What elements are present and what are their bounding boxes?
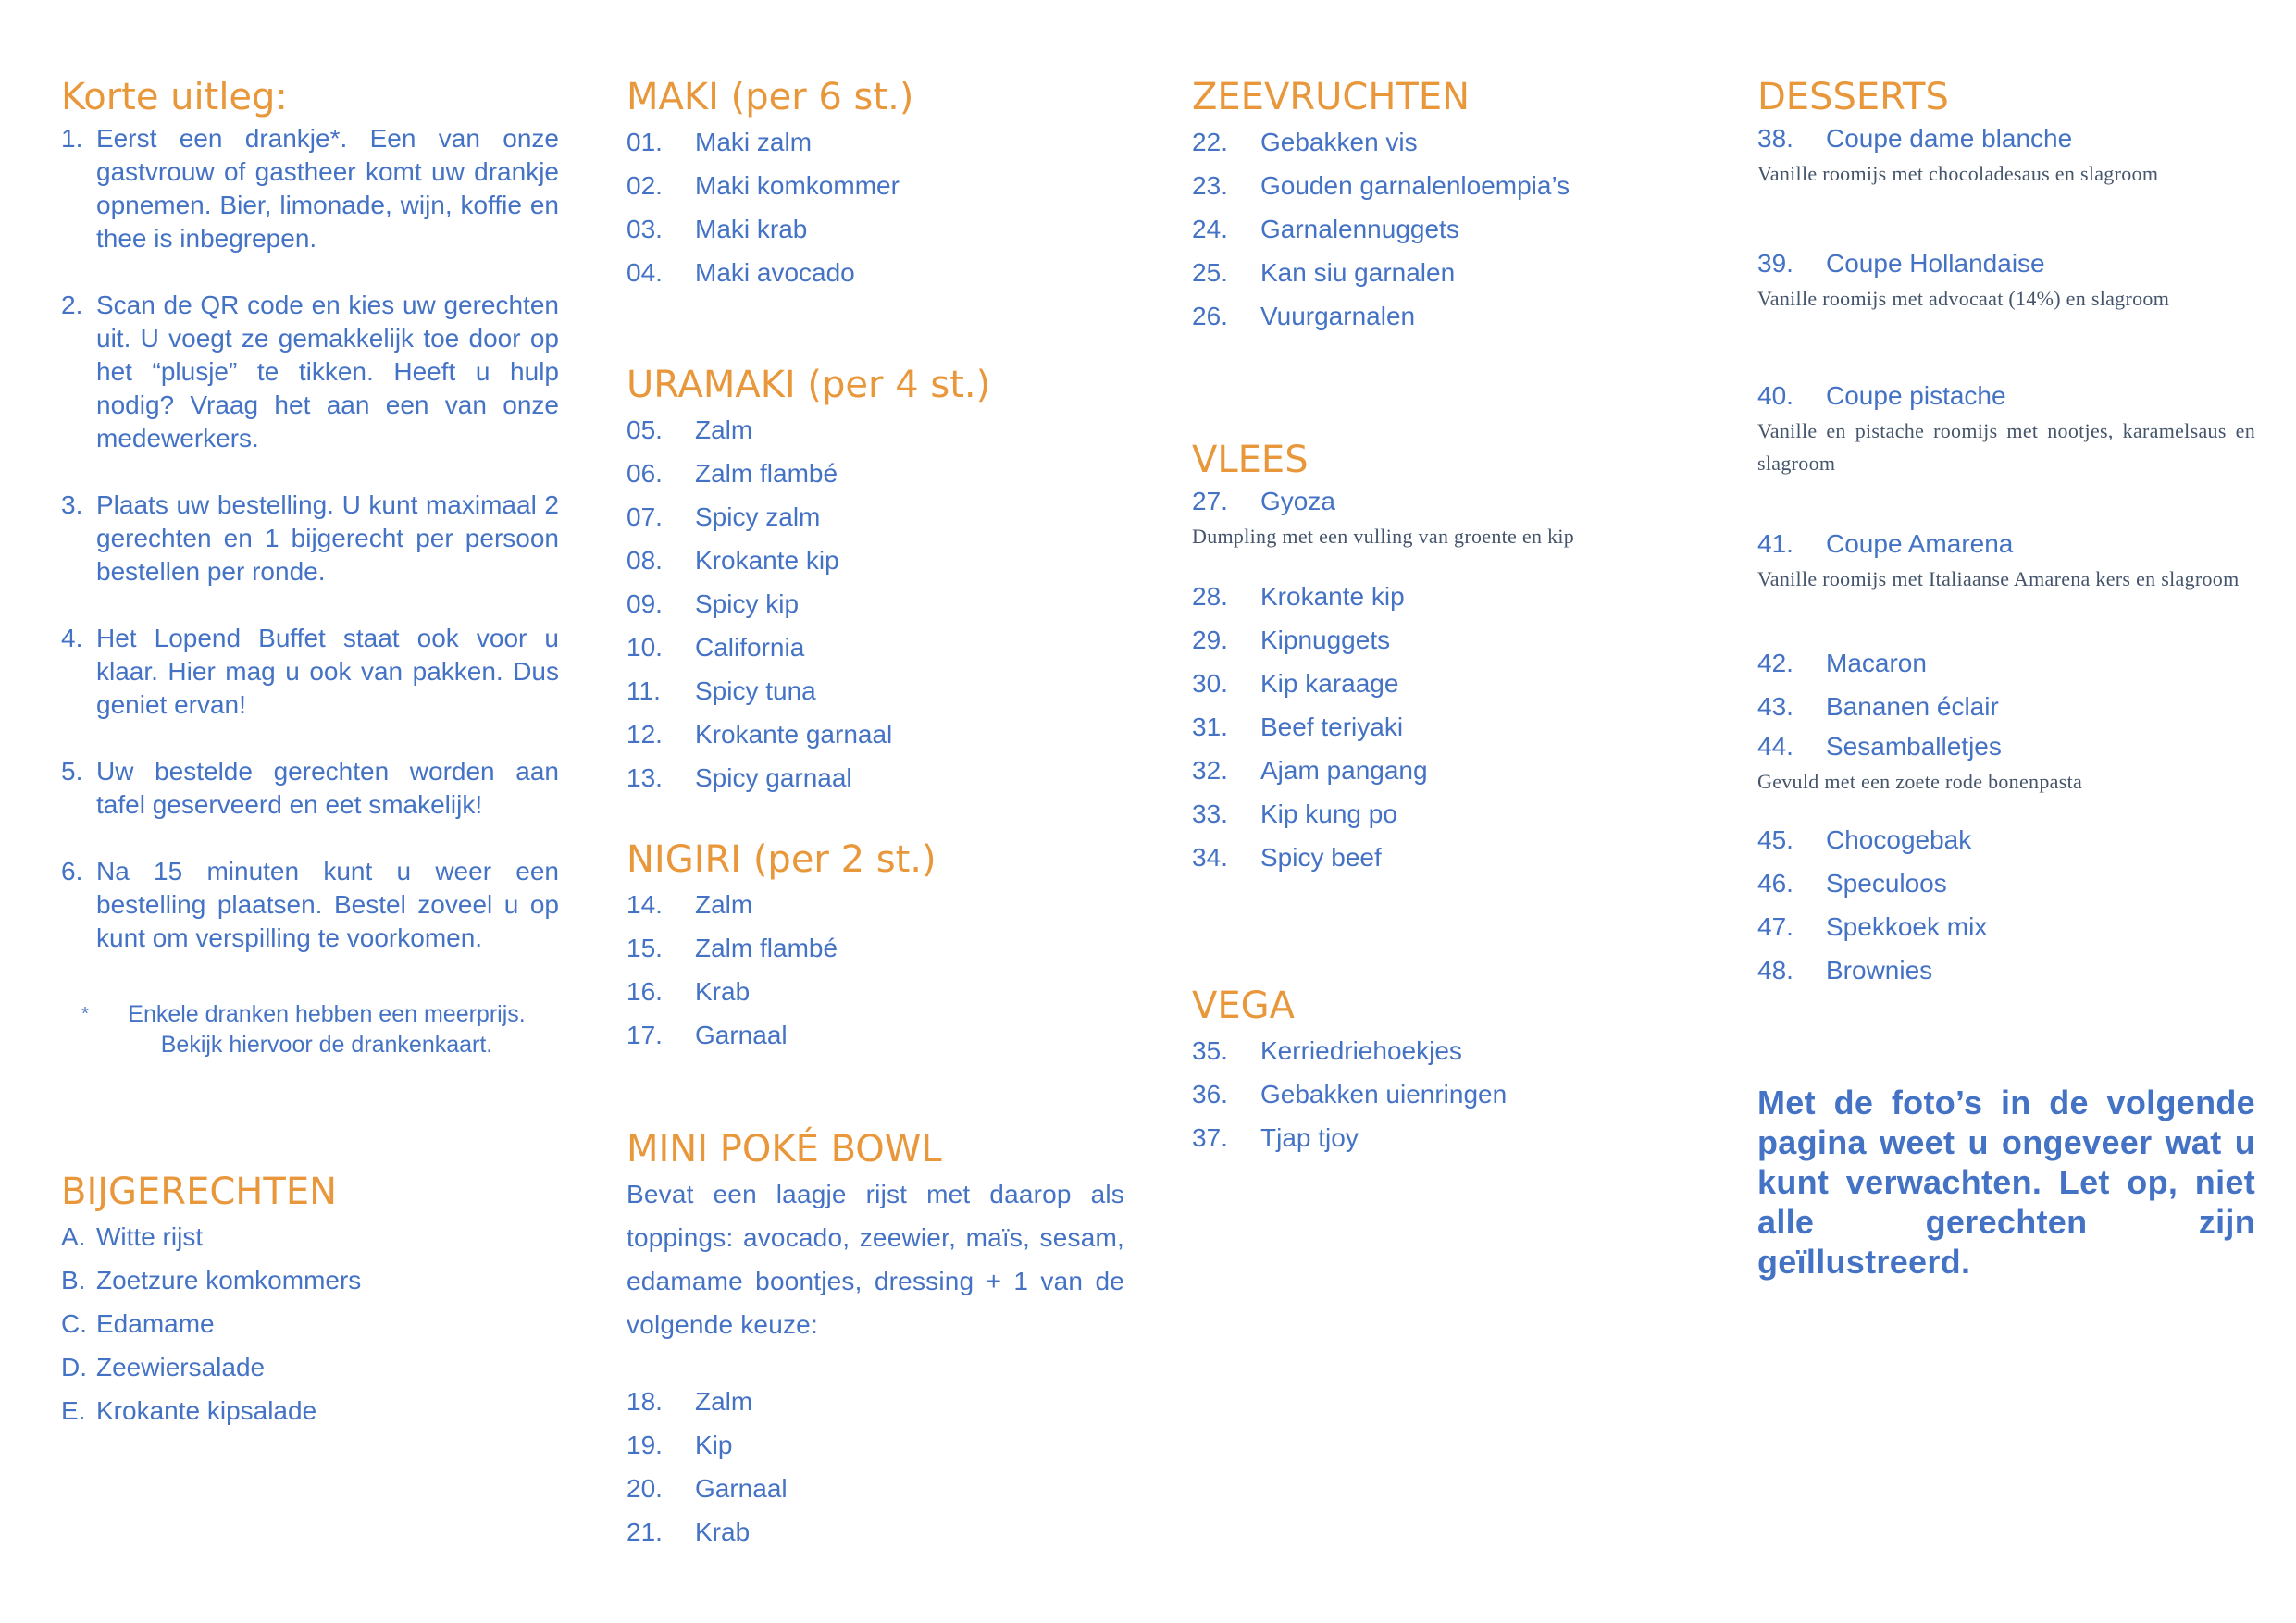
explanation-steps bbox=[61, 122, 559, 955]
list-item: 08. Krokante kip bbox=[627, 546, 839, 575]
list-item: 10. California bbox=[627, 633, 805, 662]
list-item: 35. Kerriedriehoekjes bbox=[1192, 1036, 1462, 1065]
step-item: 2. Scan de QR code en kies uw gerechten uit. U voegt ze gemakkelijk toe door op het “plusje” te tikken. Heeft u hulp nodig? Vraag het aan een van onze medewerkers. bbox=[61, 291, 559, 452]
list-item: 03. Maki krab bbox=[627, 215, 808, 243]
list-item: 20. Garnaal bbox=[627, 1474, 788, 1503]
list-item: 19. Kip bbox=[627, 1431, 733, 1459]
list-item: 05. Zalm bbox=[627, 415, 753, 444]
zeevruchten-title: ZEEVRUCHTEN bbox=[1192, 76, 1471, 118]
list-item: 17. Garnaal bbox=[627, 1021, 788, 1049]
coupe-description: Vanille roomijs met advocaat (14%) en slagroom bbox=[1757, 287, 2170, 310]
list-item: 30. Kip karaage bbox=[1192, 669, 1399, 698]
step-item: 4. Het Lopend Buffet staat ook voor u klaar. Hier mag u ook van pakken. Dus geniet ervan! bbox=[61, 624, 559, 719]
poke-description: Bevat een laagje rijst met daarop als toppings: avocado, zeewier, maïs, sesam, edamame boontjes, dressing + 1 van de volgende keuze: bbox=[627, 1180, 1124, 1339]
vega-title: VEGA bbox=[1192, 985, 1295, 1027]
list-item: 40. Coupe pistache bbox=[1757, 381, 2006, 410]
poke-title: MINI POKÉ BOWL bbox=[627, 1128, 942, 1171]
list-item: 38. Coupe dame blanche bbox=[1757, 124, 2073, 153]
desserts-title: DESSERTS bbox=[1757, 76, 1949, 118]
list-item: E. Krokante kipsalade bbox=[61, 1396, 317, 1425]
list-item: C. Edamame bbox=[61, 1309, 215, 1338]
list-item: D. Zeewiersalade bbox=[61, 1353, 266, 1381]
list-item: 41. Coupe Amarena bbox=[1757, 529, 2014, 558]
list-item: 44. Sesamballetjes bbox=[1757, 732, 2002, 761]
list-item: 32. Ajam pangang bbox=[1192, 756, 1428, 785]
list-item: 13. Spicy garnaal bbox=[627, 763, 852, 792]
coupe-description: Vanille en pistache roomijs met nootjes, karamelsaus en slagroom bbox=[1757, 419, 2255, 475]
explanation-title: Korte uitleg: bbox=[61, 76, 288, 118]
coupe-description: Vanille roomijs met Italiaanse Amarena kers en slagroom bbox=[1757, 567, 2240, 590]
section-vega bbox=[1192, 983, 1690, 1159]
list-item: 21. Krab bbox=[627, 1518, 751, 1546]
list-item: 45. Chocogebak bbox=[1757, 825, 1972, 854]
photo-note-block bbox=[1757, 1083, 2255, 1282]
section-uramaki bbox=[627, 362, 1124, 799]
list-item: 01. Maki zalm bbox=[627, 128, 813, 156]
list-item: 29. Kipnuggets bbox=[1192, 626, 1391, 654]
nigiri-title: NIGIRI (per 2 st.) bbox=[627, 838, 937, 881]
list-item: 04. Maki avocado bbox=[627, 258, 855, 287]
list-item: 33. Kip kung po bbox=[1192, 799, 1397, 828]
section-nigiri bbox=[627, 836, 1124, 1057]
step-item: 6. Na 15 minuten kunt u weer een bestelling plaatsen. Bestel zoveel u op kunt om verspilling te voorkomen. bbox=[61, 857, 559, 952]
list-item: 34. Spicy beef bbox=[1192, 843, 1382, 872]
drinks-note bbox=[61, 999, 559, 1060]
section-zeevruchten bbox=[1192, 74, 1690, 338]
list-item: 46. Speculoos bbox=[1757, 869, 1947, 898]
list-item: 24. Garnalennuggets bbox=[1192, 215, 1459, 243]
list-item: 27. Gyoza bbox=[1192, 487, 1335, 515]
asterisk-mark: * bbox=[81, 1004, 89, 1024]
section-vlees bbox=[1192, 437, 1690, 879]
drinks-note-text: Enkele dranken hebben een meerprijs. Bekijk hiervoor de drankenkaart. bbox=[128, 1001, 526, 1058]
list-item: 18. Zalm bbox=[627, 1387, 753, 1416]
list-item: 48. Brownies bbox=[1757, 956, 1933, 985]
maki-title: MAKI (per 6 st.) bbox=[627, 76, 914, 118]
section-poke bbox=[627, 1126, 1124, 1554]
list-item: 23. Gouden garnalenloempia’s bbox=[1192, 171, 1570, 200]
list-item: 16. Krab bbox=[627, 977, 751, 1006]
list-item: 47. Spekkoek mix bbox=[1757, 912, 1988, 941]
section-maki bbox=[627, 74, 1124, 294]
step-item: 5. Uw bestelde gerechten worden aan tafel geserveerd en eet smakelijk! bbox=[61, 757, 559, 819]
sesam-description: Gevuld met een zoete rode bonenpasta bbox=[1757, 770, 2083, 793]
list-item: 36. Gebakken uienringen bbox=[1192, 1080, 1508, 1109]
list-item: 42. Macaron bbox=[1757, 649, 1927, 677]
list-item: 43. Bananen éclair bbox=[1757, 692, 1999, 721]
photo-note: Met de foto’s in de volgende pagina weet u ongeveer wat u kunt verwachten. Let op, niet alle gerechten zijn geïllustreerd. bbox=[1757, 1084, 2255, 1281]
step-item: 3. Plaats uw bestelling. U kunt maximaal 2 gerechten en 1 bijgerecht per persoon bestellen per ronde. bbox=[61, 490, 559, 586]
uramaki-title: URAMAKI (per 4 st.) bbox=[627, 364, 991, 406]
list-item: 02. Maki komkommer bbox=[627, 171, 900, 200]
list-item: 26. Vuurgarnalen bbox=[1192, 302, 1416, 330]
coupe-description: Vanille roomijs met chocoladesaus en slagroom bbox=[1757, 162, 2159, 185]
list-item: 11. Spicy tuna bbox=[627, 676, 816, 705]
list-item: 09. Spicy kip bbox=[627, 589, 800, 618]
list-item: 06. Zalm flambé bbox=[627, 459, 838, 488]
list-item: A. Witte rijst bbox=[61, 1222, 204, 1251]
list-item: 37. Tjap tjoy bbox=[1192, 1123, 1359, 1152]
gyoza-description: Dumpling met een vulling van groente en kip bbox=[1192, 525, 1575, 548]
list-item: 39. Coupe Hollandaise bbox=[1757, 249, 2045, 278]
section-bijgerechten bbox=[61, 1169, 559, 1432]
list-item: B. Zoetzure komkommers bbox=[61, 1266, 362, 1295]
list-item: 07. Spicy zalm bbox=[627, 502, 821, 531]
section-desserts bbox=[1757, 74, 2255, 992]
list-item: 15. Zalm flambé bbox=[627, 934, 838, 962]
list-item: 14. Zalm bbox=[627, 890, 753, 919]
step-item: 1. Eerst een drankje*. Een van onze gastvrouw of gastheer komt uw drankje opnemen. Bier, limonade, wijn, koffie en thee is inbegrepen. bbox=[61, 124, 559, 253]
list-item: 25. Kan siu garnalen bbox=[1192, 258, 1456, 287]
vlees-title: VLEES bbox=[1192, 439, 1309, 481]
bijgerechten-title: BIJGERECHTEN bbox=[61, 1171, 338, 1213]
list-item: 22. Gebakken vis bbox=[1192, 128, 1418, 156]
column-explanation bbox=[61, 74, 559, 1060]
list-item: 12. Krokante garnaal bbox=[627, 720, 893, 749]
list-item: 28. Krokante kip bbox=[1192, 582, 1405, 611]
list-item: 31. Beef teriyaki bbox=[1192, 712, 1404, 741]
